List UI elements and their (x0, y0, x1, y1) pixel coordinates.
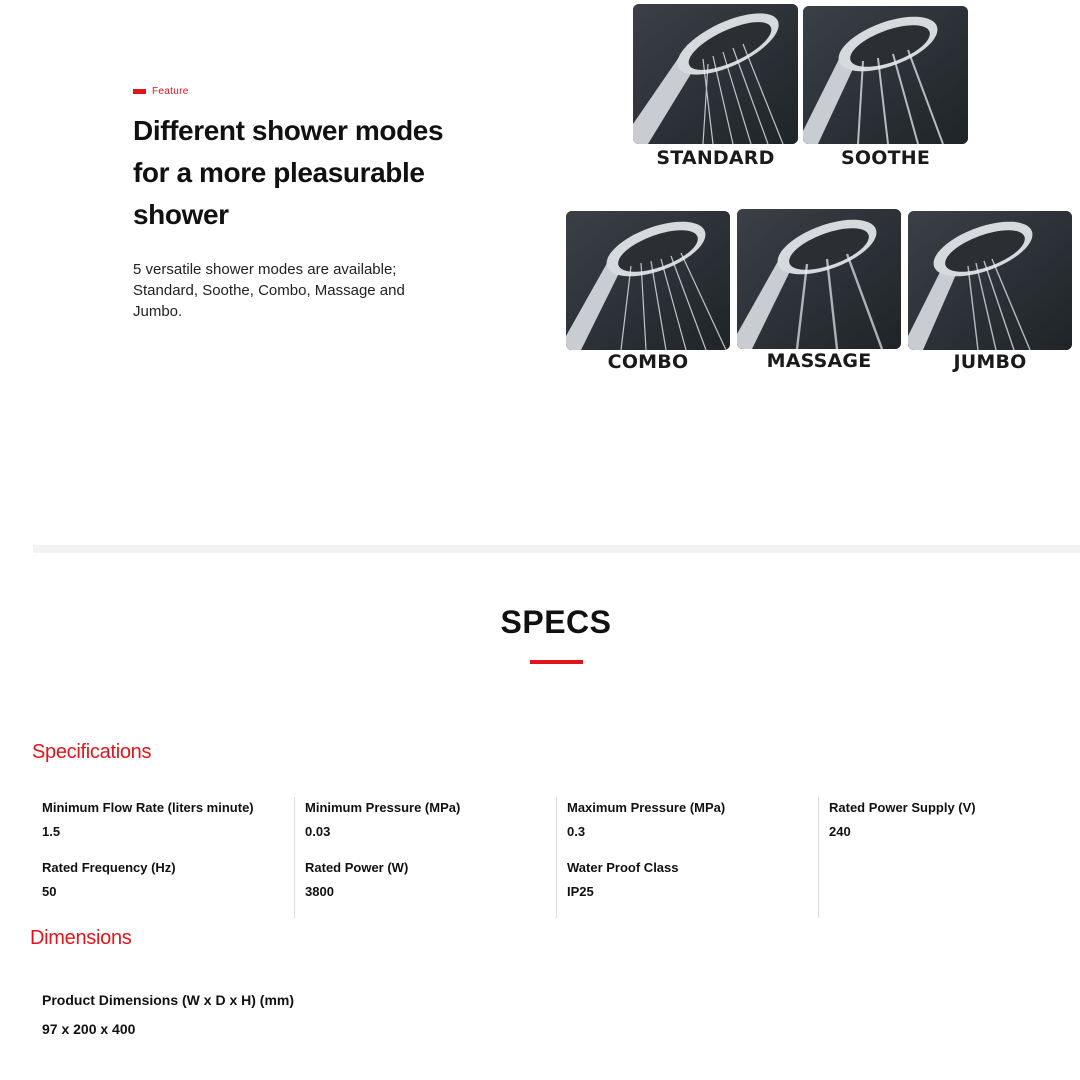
mode-label: SOOTHE (840, 147, 931, 169)
mode-soothe (803, 6, 968, 176)
spec-label: Rated Power (W) (305, 860, 409, 875)
mode-label: STANDARD (656, 147, 775, 169)
spec-column (818, 797, 1080, 918)
mode-standard (633, 4, 798, 174)
dimension-label: Product Dimensions (W x D x H) (mm) (42, 992, 295, 1008)
dimension-value: 97 x 200 x 400 (42, 1021, 136, 1037)
spec-label: Rated Power Supply (V) (829, 800, 976, 815)
spec-column (294, 797, 557, 918)
spec-value: IP25 (567, 884, 594, 899)
mode-label: JUMBO (953, 351, 1027, 373)
spec-value: 1.5 (42, 824, 61, 839)
specifications-title: Specifications (32, 741, 152, 763)
spec-value: 50 (42, 884, 57, 899)
spec-item (42, 860, 176, 899)
spec-label: Rated Frequency (Hz) (42, 860, 176, 875)
mode-combo (566, 211, 730, 381)
mode-label: COMBO (607, 351, 689, 373)
shower-head-image (908, 211, 1072, 350)
spec-value: 3800 (305, 884, 334, 899)
spec-value: 240 (829, 824, 851, 839)
spec-label: Minimum Flow Rate (liters minute) (42, 800, 254, 815)
spec-label: Maximum Pressure (MPa) (567, 800, 726, 815)
spec-item (567, 800, 725, 839)
spec-item (305, 860, 408, 899)
mode-label: MASSAGE (766, 350, 872, 372)
spec-column (556, 797, 819, 918)
feature-tag (133, 86, 189, 97)
spec-item (42, 800, 254, 839)
mode-massage (737, 209, 901, 379)
mode-jumbo (908, 211, 1072, 381)
spec-item (829, 800, 976, 839)
spec-item (567, 860, 679, 899)
feature-title: Different shower modes for a more pleasurable shower (133, 115, 444, 230)
section-divider (33, 545, 1080, 553)
specs-heading: SPECS (500, 604, 612, 640)
spec-label: Minimum Pressure (MPa) (305, 800, 461, 815)
feature-description: 5 versatile shower modes are available; Standard, Soothe, Combo, Massage and Jumbo. (133, 261, 405, 320)
feature-tag-label: Feature (152, 86, 189, 97)
feature-tag-bar (133, 89, 146, 94)
shower-head-image (633, 4, 798, 144)
spec-item (305, 800, 460, 839)
dimensions-title: Dimensions (30, 927, 132, 949)
spec-value: 0.3 (567, 824, 586, 839)
shower-head-image (566, 211, 730, 350)
spec-value: 0.03 (305, 824, 331, 839)
spec-label: Water Proof Class (567, 860, 679, 875)
spec-column (32, 797, 294, 918)
shower-head-image (803, 6, 968, 144)
specs-heading-underline (530, 660, 583, 664)
shower-head-image (737, 209, 901, 349)
